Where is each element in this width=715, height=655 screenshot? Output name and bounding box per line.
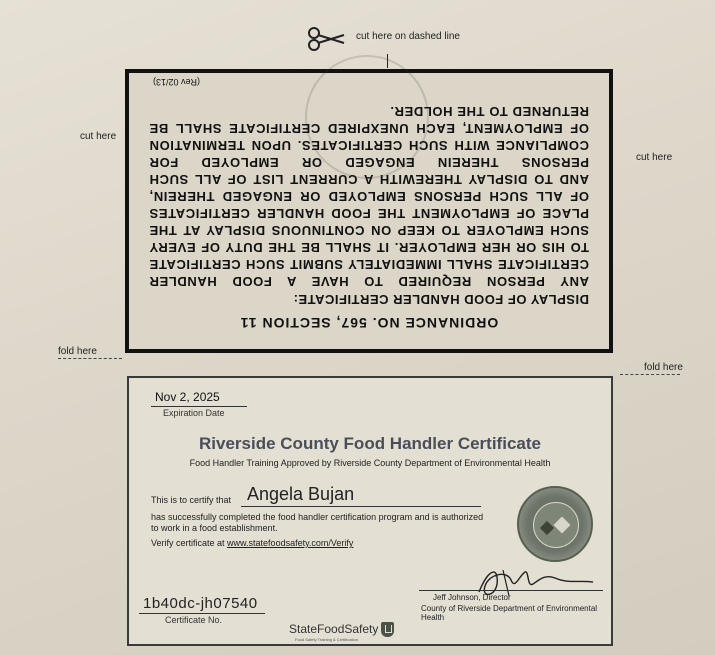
holder-name: Angela Bujan — [247, 484, 355, 504]
verify-link[interactable]: www.statefoodsafety.com/Verify — [227, 538, 354, 548]
certificate-subtitle: Food Handler Training Approved by Riverside County Department of Environmental Health — [189, 458, 551, 468]
ordinance-revision: (Rev 02/13) — [153, 77, 201, 87]
ordinance-box — [125, 69, 613, 353]
verify-text: Verify certificate at — [151, 538, 225, 548]
seal-center — [533, 502, 579, 548]
fold-right-label: fold here — [644, 362, 683, 373]
fold-right-line — [620, 374, 680, 375]
food-handler-certificate — [127, 376, 613, 646]
department-name: County of Riverside Department of Environmental Health — [421, 604, 598, 622]
completion-statement: has successfully completed the food handler certification program and is authorized to work in a food establishment. — [151, 512, 484, 533]
certify-text: This is to certify that — [151, 495, 232, 505]
certificate-number-underline — [139, 613, 265, 614]
expiration-label: Expiration Date — [163, 408, 225, 418]
ordinance-subtitle: DISPLAY OF FOOD HANDLER CERTIFICATE: — [293, 292, 589, 307]
county-seal-icon — [517, 486, 593, 562]
verify-line — [151, 538, 353, 548]
ordinance-body: ANY PERSON REQUIRED TO HAVE A FOOD HANDLER CERTIFICATE SHALL IMMEDIATELY SUBMIT SUCH CERTIFICATE TO HIS OR HER EMPLOYER. IT SHALL BE THE DUTY OF EVERY SUCH EMPLOYER TO KEEP ON CONTINUOUS DISPLAY AT THE PLACE OF EMPLOYMENT THE FOOD HANDLER CERTIFICATES OF ALL SUCH PERSONS EMPLOYED OR ENGAGED THEREIN, AND TO DISPLAY THEREWITH A CURRENT LIST OF ALL SUCH PERSONS THEREIN ENGAGED OR EMPLOYED FOR COMPLIANCE WITH SUCH CERTIFICATES. UPON TERMINATION OF EMPLOYMENT, EACH UNEXPIRED CERTIFICATE SHALL BE RETURNED TO THE HOLDER. — [149, 104, 589, 289]
expiration-date: Nov 2, 2025 — [155, 390, 220, 404]
fold-left-line — [58, 358, 122, 359]
signature-line — [419, 590, 603, 591]
logo-text: StateFoodSafety — [289, 622, 379, 636]
cut-left-label: cut here — [80, 131, 117, 142]
certificate-title: Riverside County Food Handler Certificate — [199, 434, 541, 453]
cut-dashed-label: cut here on dashed line — [356, 31, 460, 42]
seal-emblem — [554, 517, 571, 534]
cut-right-label: cut here — [636, 152, 673, 163]
faded-seal — [305, 55, 429, 179]
certificate-number: 1b40dc-jh07540 — [143, 595, 258, 612]
expiration-underline — [151, 406, 247, 407]
seal-emblem-dark — [540, 521, 554, 535]
logo-tagline: Food Safety Training & Certification — [295, 637, 358, 642]
director-name: Jeff Johnson, Director — [433, 593, 511, 602]
statefoodsafety-logo — [289, 622, 394, 637]
scissors-icon — [306, 26, 346, 52]
certificate-number-label: Certificate No. — [165, 615, 223, 625]
shield-logo-icon — [381, 622, 394, 637]
fold-left-label: fold here — [58, 346, 97, 357]
ordinance-title: ORDINANCE NO. 567, SECTION 11 — [239, 315, 499, 331]
ordinance-inverted-panel — [129, 73, 609, 349]
name-underline — [241, 506, 481, 507]
